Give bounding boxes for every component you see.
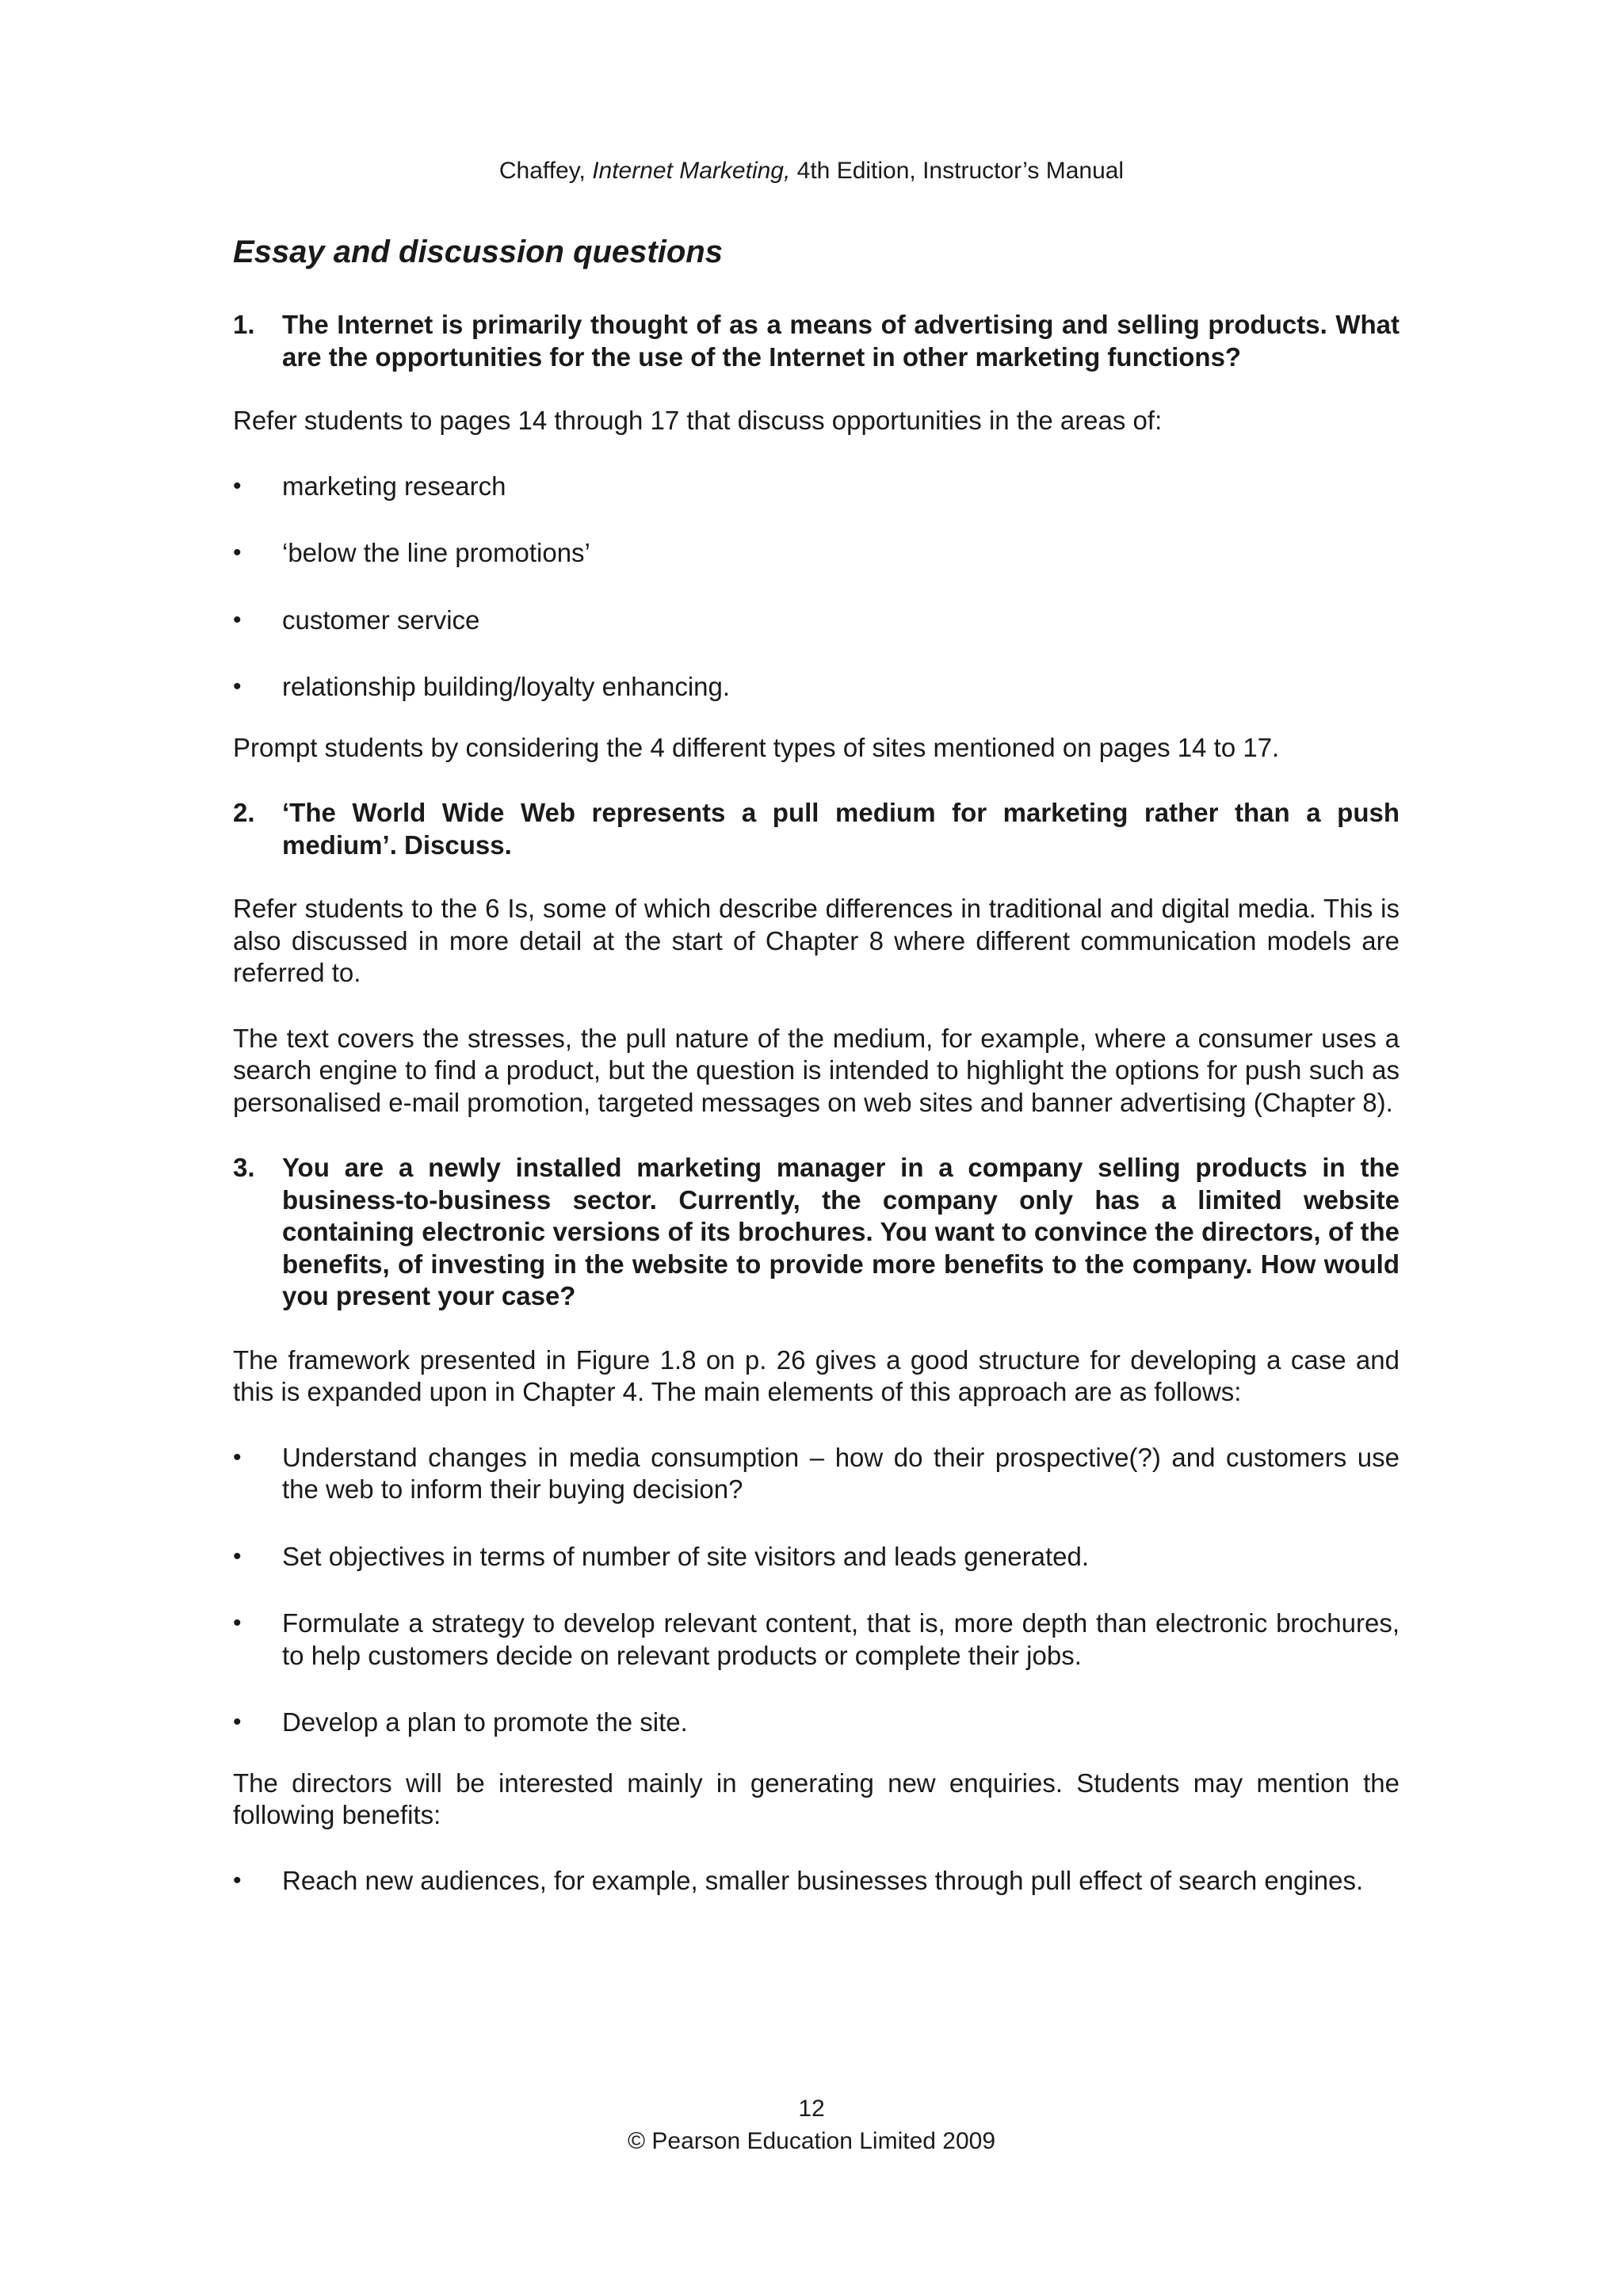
- list-item-text: marketing research: [282, 471, 506, 501]
- benefits-list: [233, 1865, 1400, 1897]
- answer-paragraph: Refer students to pages 14 through 17 that discuss opportunities in the areas of:: [233, 406, 1163, 435]
- question-text: The Internet is primarily thought of as a means of advertising and selling products. What are the opportunities for the use of the Internet in other marketing functions?: [282, 310, 1400, 372]
- question-2: [233, 797, 1400, 861]
- question-3: [233, 1152, 1400, 1313]
- list-item-text: ‘below the line promotions’: [282, 538, 590, 567]
- section-heading: Essay and discussion questions: [233, 235, 723, 269]
- header-edition: 4th Edition, Instructor’s Manual: [796, 158, 1125, 184]
- list-item: [233, 537, 1400, 570]
- answer-paragraph: The text covers the stresses, the pull nature of the medium, for example, where a consumer uses a search engine to find a product, but the question is intended to highlight the options for push such as personalised e-mail promotion, targeted messages on web sites and banner advertising (Chapter 8).: [233, 1023, 1400, 1117]
- question-number: 1.: [233, 310, 255, 339]
- answer-paragraph: The directors will be interested mainly in generating new enquiries. Students may mention the following benefits:: [233, 1768, 1400, 1829]
- running-header: [0, 155, 1623, 187]
- list-item-text: relationship building/loyalty enhancing.: [282, 672, 731, 701]
- bullet-icon: •: [233, 472, 242, 499]
- bullet-icon: •: [233, 1444, 242, 1470]
- list-item-text: Reach new audiences, for example, smaller businesses through pull effect of search engines.: [282, 1865, 1364, 1895]
- bullet-icon: •: [233, 1709, 242, 1735]
- answer-paragraph: The framework presented in Figure 1.8 on p. 26 gives a good structure for developing a case and this is expanded upon in Chapter 4. The main elements of this approach are as follows:: [233, 1344, 1400, 1406]
- list-item: [233, 471, 1400, 503]
- bullet-icon: •: [233, 606, 242, 633]
- bullet-icon: •: [233, 1543, 242, 1569]
- list-item: [233, 1541, 1400, 1573]
- answer-paragraph: Refer students to the 6 Is, some of which describe differences in traditional and digital media. This is also discussed in more detail at the start of Chapter 8 where different communication models are referred to.: [233, 894, 1400, 987]
- list-item: [233, 1608, 1400, 1672]
- list-item-text: Set objectives in terms of number of site visitors and leads generated.: [282, 1541, 1090, 1571]
- question-number: 3.: [233, 1153, 255, 1182]
- list-item: [233, 671, 1400, 704]
- page-number: 12: [798, 2096, 825, 2122]
- list-item: [233, 1865, 1400, 1897]
- copyright-notice: © Pearson Education Limited 2009: [627, 2128, 996, 2154]
- list-item-text: customer service: [282, 605, 480, 635]
- header-book-title: Internet Marketing,: [592, 158, 791, 184]
- bullet-icon: •: [233, 1610, 242, 1636]
- list-item-text: Understand changes in media consumption – how do their prospective(?) and customers use the web to inform their buying decision?: [282, 1442, 1400, 1504]
- list-item-text: Develop a plan to promote the site.: [282, 1707, 688, 1737]
- question-text: You are a newly installed marketing manager in a company selling products in the business-to-business sector. Currently, the company only has a limited website containing electronic versions of its brochures. You want to convince the directors, of the benefits, of investing in the website to provide more benefits to the company. How would you present your case?: [282, 1153, 1400, 1310]
- list-item: [233, 605, 1400, 637]
- page-content: [233, 230, 1400, 1932]
- bullet-list: [233, 471, 1400, 704]
- bullet-list: [233, 1442, 1400, 1739]
- list-item: [233, 1707, 1400, 1739]
- list-item: [233, 1442, 1400, 1506]
- question-1: [233, 309, 1400, 373]
- bullet-icon: •: [233, 1867, 242, 1894]
- question-number: 2.: [233, 798, 255, 827]
- header-author: Chaffey,: [498, 158, 586, 184]
- bullet-icon: •: [233, 540, 242, 566]
- answer-paragraph: Prompt students by considering the 4 different types of sites mentioned on pages 14 to 17.: [233, 732, 1280, 762]
- list-item-text: Formulate a strategy to develop relevant content, that is, more depth than electronic brochures, to help customers decide on relevant products or complete their jobs.: [282, 1608, 1400, 1670]
- question-text: ‘The World Wide Web represents a pull medium for marketing rather than a push medium’. Discuss.: [282, 798, 1400, 860]
- bullet-icon: •: [233, 673, 242, 700]
